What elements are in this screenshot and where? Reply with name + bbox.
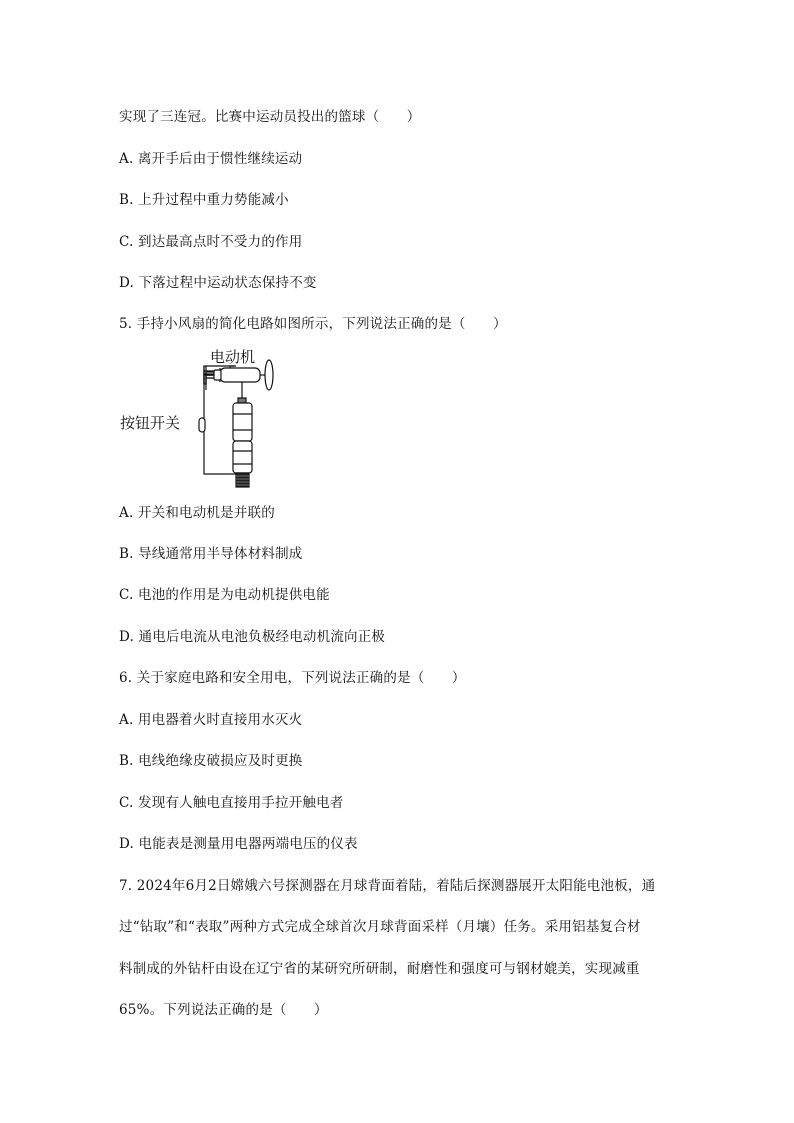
q7-stem-line-2: 过“钻取”和“表取”两种方式完成全球首次月球背面采样（月壤）任务。采用铝基复合材 bbox=[119, 919, 641, 935]
q5-stem: 5. 手持小风扇的简化电路如图所示，下列说法正确的是（ ） bbox=[119, 316, 507, 332]
battery-icon bbox=[231, 382, 252, 487]
motor-label: 电动机 bbox=[210, 348, 256, 366]
q4-option-d: D. 下落过程中运动状态保持不变 bbox=[119, 275, 317, 291]
q4-option-c: C. 到达最高点时不受力的作用 bbox=[119, 234, 303, 250]
q6-stem: 6. 关于家庭电路和安全用电，下列说法正确的是（ ） bbox=[119, 670, 466, 686]
switch-label: 按钮开关 bbox=[120, 414, 181, 432]
q6-option-b: B. 电线绝缘皮破损应及时更换 bbox=[119, 753, 303, 769]
q4-option-a: A. 离开手后由于惯性继续运动 bbox=[119, 151, 303, 167]
q5-option-d: D. 通电后电流从电池负极经电动机流向正极 bbox=[119, 629, 386, 645]
q6-option-c: C. 发现有人触电直接用手拉开触电者 bbox=[119, 795, 344, 811]
q6-option-d: D. 电能表是测量用电器两端电压的仪表 bbox=[119, 836, 358, 852]
q5-option-a: A. 开关和电动机是并联的 bbox=[119, 505, 275, 521]
q5-option-c: C. 电池的作用是为电动机提供电能 bbox=[119, 587, 330, 603]
fan-circuit-diagram bbox=[118, 344, 288, 490]
outer-loop-wire bbox=[204, 371, 231, 474]
q7-stem-line-3: 料制成的外钻杆由设在辽宁省的某研究所研制，耐磨性和强度可与钢材媲美，实现减重 bbox=[119, 961, 640, 977]
q4-stem-tail: 实现了三连冠。比赛中运动员投出的篮球（ ） bbox=[119, 109, 421, 125]
q7-stem-line-1: 7. 2024年6月2日嫦娥六号探测器在月球背面着陆，着陆后探测器展开太阳能电池板，通 bbox=[119, 878, 656, 894]
q5-option-b: B. 导线通常用半导体材料制成 bbox=[119, 546, 303, 562]
q4-option-b: B. 上升过程中重力势能减小 bbox=[119, 192, 289, 208]
switch-icon bbox=[199, 418, 205, 432]
q6-option-a: A. 用电器着火时直接用水灭火 bbox=[119, 712, 303, 728]
q7-stem-line-4: 65%。下列说法正确的是（ ） bbox=[119, 1002, 328, 1018]
